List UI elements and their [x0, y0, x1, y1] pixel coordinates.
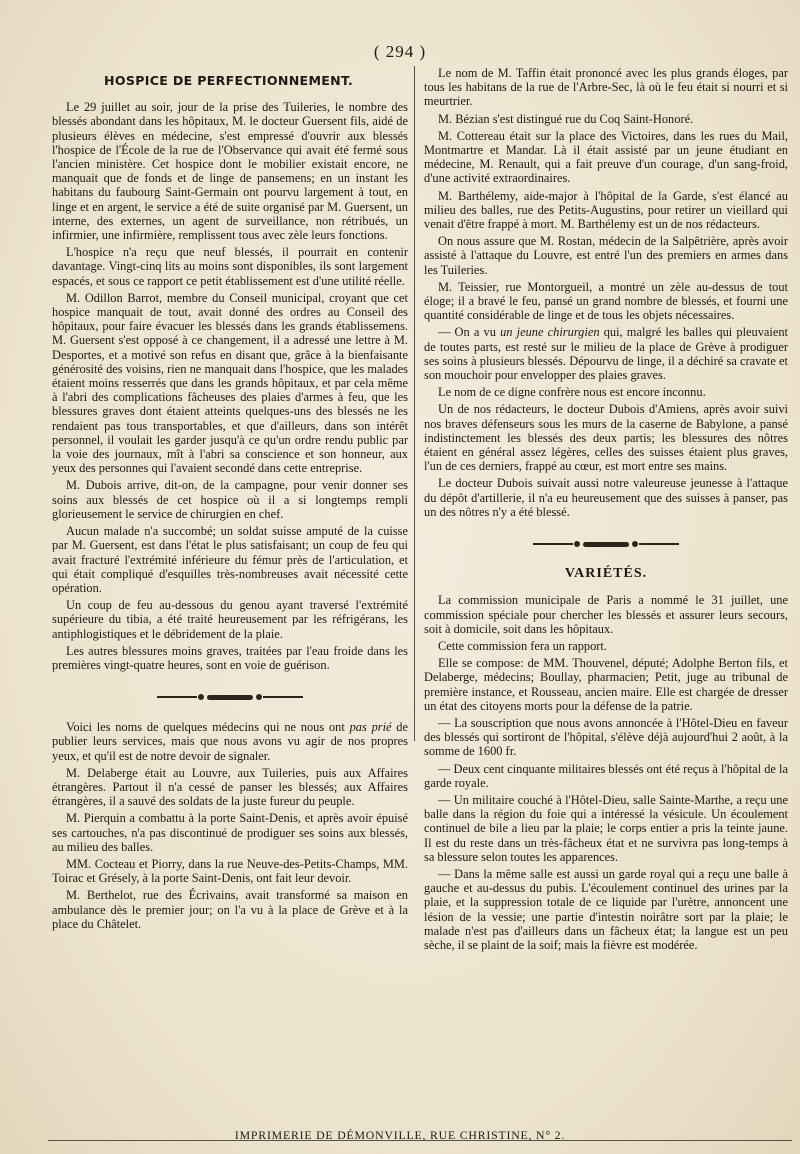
article-paragraph: L'hospice n'a reçu que neuf blessés, il pourrait en contenir davantage. Vingt-cinq lits au moins sont disponibles, ils sont largement espacés, et sous ce rapport ce petit établissement est d'une utilité réelle. [52, 245, 408, 288]
section-heading-hospice: HOSPICE DE PERFECTIONNEMENT. [104, 73, 354, 88]
news-item: — Dans la même salle est aussi un garde royal qui a reçu une balle à gauche et au-dessus du pubis. L'écoulement continuel des urines par la plaie, et la suppression totale de ce liquide par l'urètre, annoncent une lésion de la vessie; une partie d'intestin noirâtre sort par la plaie; le malade n'est pas d'ailleurs dans un fâcheux état; la langue est un peu sèche, il se plaint de la soif; mais la fièvre est modérée. [424, 866, 788, 952]
column-divider [414, 66, 415, 741]
news-item: — La souscription que nous avons annoncée à l'Hôtel-Dieu en faveur des blessés qui sortiront de l'hôpital, s'élève déjà aujourd'hui 2 août, à la somme de 1600 fr. [424, 715, 788, 759]
section-heading-varietes: VARIÉTÉS. [564, 566, 648, 582]
article-paragraph: Le nom de ce digne confrère nous est encore inconnu. [438, 385, 706, 400]
news-item: — Un militaire couché à l'Hôtel-Dieu, salle Sainte-Marthe, a reçu une balle dans la région du foie qui a intéressé la vésicule. Un écoulement continuel de bile a lieu par la plaie; le corps entier a pris la teinte jaune. Il est du reste dans un très-fâcheux état et ne survivra pas long-temps à sa blessure selon toutes les apparences. [424, 792, 788, 864]
doctor-entry: M. Bézian s'est distingué rue du Coq Saint-Honoré. [438, 111, 694, 126]
news-item: Elle se compose: de MM. Thouvenel, député; Adolphe Berton fils, et Delaberge, médecins; Boullay, pharmacien; Petit, juge au tribunal de première instance, et Rousseau, ancien maire. Elle est chargée de dresser un état des citoyens morts pour la défense de la patrie. [424, 656, 788, 713]
section-ornament [424, 535, 788, 553]
article-paragraph: Un de nos rédacteurs, le docteur Dubois d'Amiens, après avoir suivi nos braves défenseurs sous les murs de la caserne de Babylone, a pansé indistinctement les blessés des deux partis; les blessures des nôtres étaient en général assez légères, celles des suisses étaient plus graves, l'un de ces derniers, frappé au cœur, est mort entre ses mains. [424, 402, 788, 474]
article-paragraph: Les autres blessures moins graves, traitées par l'eau froide dans les premières vingt-quatre heures, sont en voie de guérison. [52, 643, 408, 672]
young-surgeon-paragraph: — On a vu un jeune chirurgien qui, malgré les balles qui pleuvaient de toutes parts, est resté sur le milieu de la place de Grève à prodiguer ses soins à plusieurs blessés. Dépourvu de linge, il a déchiré sa cravate et son mouchoir pour envelopper des plaies graves. [424, 325, 788, 383]
article-paragraph: Le 29 juillet au soir, jour de la prise des Tuileries, le nombre des blessés abondant dans les hôpitaux, M. le docteur Guersent fils, aidé de plusieurs élèves en médecine, s'est empressé d'ouvrir aux blessés l'hospice de l'École de la rue de l'Observance qui avait été fermé sous l'ancien ministère. Cet hospice dont le mobilier existait encore, ne manquait que de fonds et de linge de pansemens; en un instant les habitans du faubourg Saint-Germain ont pourvu largement à tout, en linge et en argent, le service a été de suite organisé par M. Guersent, un interne, des externes, un agent de surveillance, non rétribués, un infirmier, une infirmière, remplissent tous avec zèle leurs fonctions. [52, 100, 408, 243]
news-item: Cette commission fera un rapport. [438, 638, 607, 653]
article-paragraph: M. Odillon Barrot, membre du Conseil municipal, croyant que cet hospice manquait de tout, avait donné des ordres au Conseil des hôpitaux, pour faire évacuer les blessés dans les grands établissemens. M. Guersent s'est opposé à ce changement, il a adressé une lettre à M. Desportes, et a motivé son refus en disant que, grâce à la bienfaisante générosité des voisins, rien ne manquait dans l'hospice, que les malades étaient moins resserrés que dans les grands hôpitaux, et par cela même à l'abri des complications fâcheuses des plaies d'armes à feu, que les blessures graves dont étaient atteints quelques-uns des blessés ne les rendaient pas tous transportables, et que d'ailleurs, dans son intérêt personnel, il voulait les garder jusqu'à ce qu'un ordre rendu public par la voie des journaux, mît à l'abri sa conscience et son honneur, aux yeux des personnes qui l'avaient secondé dans cette entreprise. [52, 290, 408, 476]
article-paragraph: M. Dubois arrive, dit-on, de la campagne, pour venir donner ses soins aux blessés de cet hospice où il a si longtemps rempli glorieusement le service de chirurgien en chef. [52, 478, 408, 521]
section-ornament [52, 688, 408, 706]
news-item: — Deux cent cinquante militaires blessés ont été reçus à l'hôpital de la garde royale. [424, 761, 788, 790]
doctor-entry: M. Teissier, rue Montorgueil, a montré un zèle au-dessus de tout éloge; il a bravé le feu, pansé un grand nombre de blessés, et fourni une quantité considérable de linge et de tous les objets nécessaires. [424, 279, 788, 323]
doctor-entry: Le nom de M. Taffin était prononcé avec les plus grands éloges, par tous les habitans de la rue de l'Arbre-Sec, là où le feu était si nourri et si meurtrier. [424, 66, 788, 109]
doctor-entry: On nous assure que M. Rostan, médecin de la Salpêtrière, après avoir assisté à l'attaque du Louvre, est entré l'un des premiers en armes dans les Tuileries. [424, 234, 788, 277]
printer-imprint: IMPRIMERIE DE DÉMONVILLE, RUE CHRISTINE, N° 2. [234, 1128, 566, 1142]
doctor-entry: M. Berthelot, rue des Écrivains, avait transformé sa maison en ambulance dès le premier jour; on l'a vu à la place de Grève et à la place du Châtelet. [52, 888, 408, 931]
news-item: La commission municipale de Paris a nommé le 31 juillet, une commission spéciale pour chercher les blessés et assurer leurs secours, soit à domicile, soit dans les hôpitaux. [424, 593, 788, 636]
doctor-entry: M. Pierquin a combattu à la porte Saint-Denis, et après avoir épuisé ses cartouches, n'a pas discontinué de prodiguer ses soins aux blessés, au milieu des balles. [52, 811, 408, 854]
article-paragraph: Aucun malade n'a succombé; un soldat suisse amputé de la cuisse par M. Guersent, est dans l'état le plus satisfaisant; un coup de feu qui avait fracturé l'extrémité inférieure du fémur près de l'articulation, et qui était compliqué d'esquilles très-nombreuses avait nécessité cette opération. [52, 524, 408, 595]
doctor-entry: M. Barthélemy, aide-major à l'hôpital de la Garde, s'est élancé au milieu des balles, rue des Petits-Augustins, pour retirer un vieillard qui venait d'être frappé à mort. M. Barthélemy est un de nos rédacteurs. [424, 188, 788, 232]
left-column [52, 66, 408, 934]
doctor-entry: M. Cottereau était sur la place des Victoires, dans les rues du Mail, Montmartre et Mandar. Là il était assisté par un jeune étudiant en médecine, M. Renault, qui a fait preuve d'un courage, d'un sang-froid, d'une activité extraordinaires. [424, 128, 788, 186]
doctor-entry: M. Delaberge était au Louvre, aux Tuileries, puis aux Affaires étrangères. Partout il n'a cessé de panser les blessés; aux Affaires étrangères, il a sauvé des soldats de la juste fureur du peuple. [52, 765, 408, 809]
page-number: ( 294 ) [373, 42, 427, 61]
doctor-entry: MM. Cocteau et Piorry, dans la rue Neuve-des-Petits-Champs, MM. Toirac et Grésely, à la porte Saint-Denis, ont fait leur devoir. [52, 856, 408, 886]
doctors-intro: Voici les noms de quelques médecins qui ne nous ont pas prié de publier leurs services, mais que nous avons vu agir de nos propres yeux, et qu'il est de notre devoir de signaler. [52, 720, 408, 763]
article-paragraph: Le docteur Dubois suivait aussi notre valeureuse jeunesse à l'attaque du dépôt d'artillerie, il n'a eu heureusement que des suisses à panser, pas un des nôtres n'y a été blessé. [424, 476, 788, 519]
article-paragraph: Un coup de feu au-dessous du genou ayant traversé l'extrémité supérieure du tibia, a été traité heureusement par les réfrigérans, les antiphlogistiques et le débridement de la plaie. [52, 598, 408, 641]
right-column [424, 66, 788, 955]
